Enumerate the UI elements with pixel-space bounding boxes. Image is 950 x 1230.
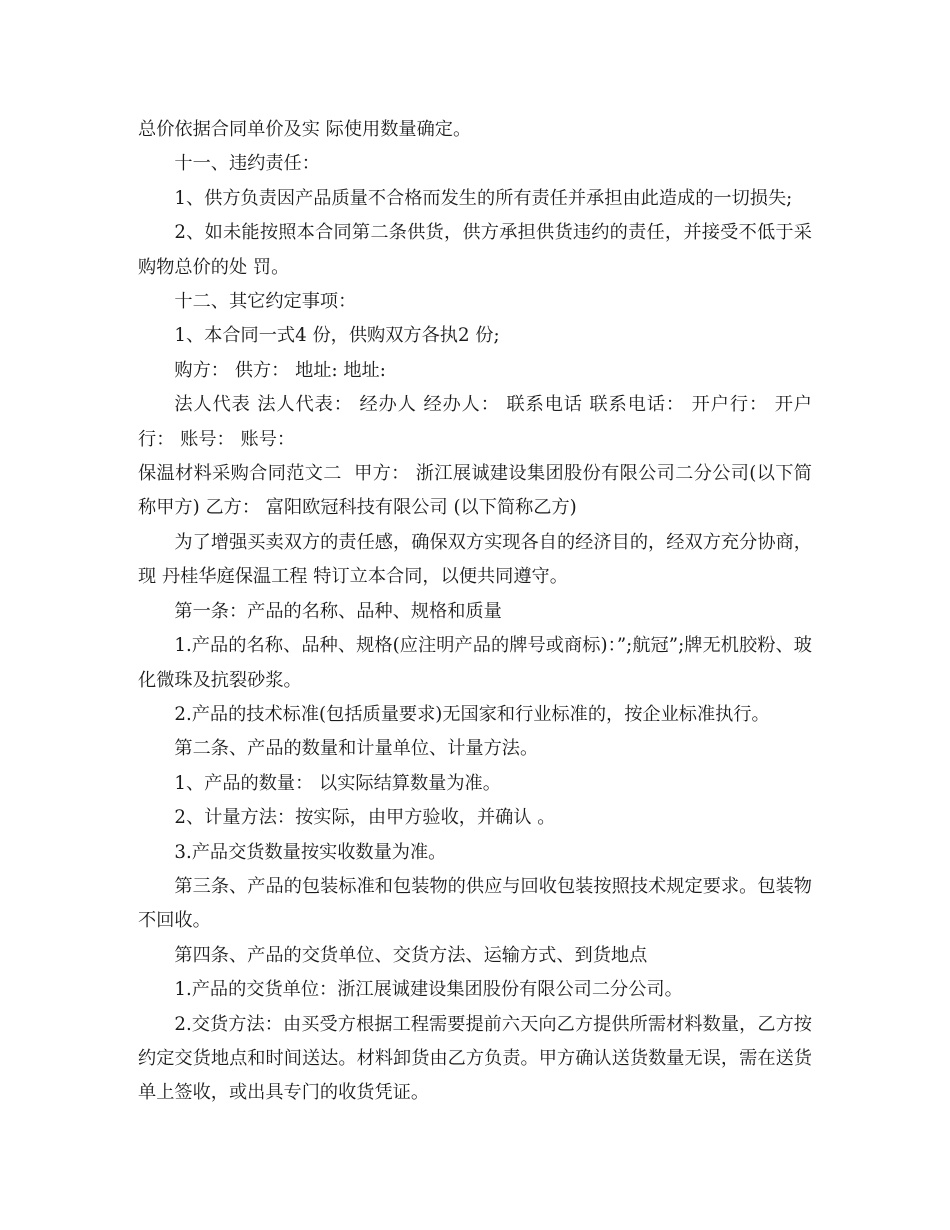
paragraph-18: 第三条、产品的包装标准和包装物的供应与回收包装按照技术规定要求。包装物不回收。 — [138, 875, 812, 932]
paragraph-11: 第一条：产品的名称、品种、规格和质量 — [174, 600, 502, 622]
paragraph-7: 购方： 供方： 地址: 地址: — [174, 359, 386, 381]
paragraph-2: 十一、违约责任： — [174, 153, 320, 175]
paragraph-21: 2.交货方法：由买受方根据工程需要提前六天向乙方提供所需材料数量，乙方按约定交货地点和时间送达。材料卸货由乙方负责。甲方确认送货数量无误，需在送货单上签收，或出具专门的收货凭证。 — [138, 1013, 812, 1104]
paragraph-6: 1、本合同一式4 份，供购双方各执2 份; — [174, 325, 500, 347]
paragraph-5: 十二、其它约定事项： — [174, 291, 357, 313]
paragraph-1: 总价依据合同单价及实 际使用数量确定。 — [138, 119, 472, 140]
document-body — [138, 113, 812, 1111]
paragraph-8: 法人代表 法人代表： 经办人 经办人： 联系电话 联系电话： 开户行： 开户行： 账号： 账号： — [138, 394, 812, 450]
paragraph-9: 保温材料采购合同范文二 甲方： 浙江展诚建设集团股份有限公司二分公司(以下简称甲方) 乙方： 富阳欧冠科技有限公司 (以下简称乙方) — [138, 463, 812, 519]
paragraph-14: 第二条、产品的数量和计量单位、计量方法。 — [174, 738, 539, 760]
paragraph-12: 1.产品的名称、品种、规格(应注明产品的牌号或商标)：”;航冠”;牌无机胶粉、玻化微珠及抗裂砂浆。 — [138, 635, 812, 691]
paragraph-10: 为了增强买卖双方的责任感，确保双方实现各自的经济目的，经双方充分协商，现 丹桂华庭保温工程 特订立本合同，以便共同遵守。 — [138, 531, 812, 588]
paragraph-20: 1.产品的交货单位：浙江展诚建设集团股份有限公司二分公司。 — [174, 979, 683, 1001]
paragraph-19: 第四条、产品的交货单位、交货方法、运输方式、到货地点 — [174, 944, 648, 966]
paragraph-3: 1、供方负责因产品质量不合格而发生的所有责任并承担由此造成的一切损失; — [174, 187, 793, 209]
paragraph-15: 1、产品的数量： 以实际结算数量为准。 — [174, 772, 501, 794]
paragraph-17: 3.产品交货数量按实收数量为准。 — [174, 841, 447, 863]
paragraph-13: 2.产品的技术标准(包括质量要求)无国家和行业标准的，按企业标准执行。 — [174, 703, 770, 725]
paragraph-4: 2、如未能按照本合同第二条供货，供方承担供货违约的责任，并接受不低于采购物总价的处 罚。 — [138, 222, 812, 278]
paragraph-16: 2、计量方法：按实际，由甲方验收，并确认 。 — [174, 807, 556, 829]
